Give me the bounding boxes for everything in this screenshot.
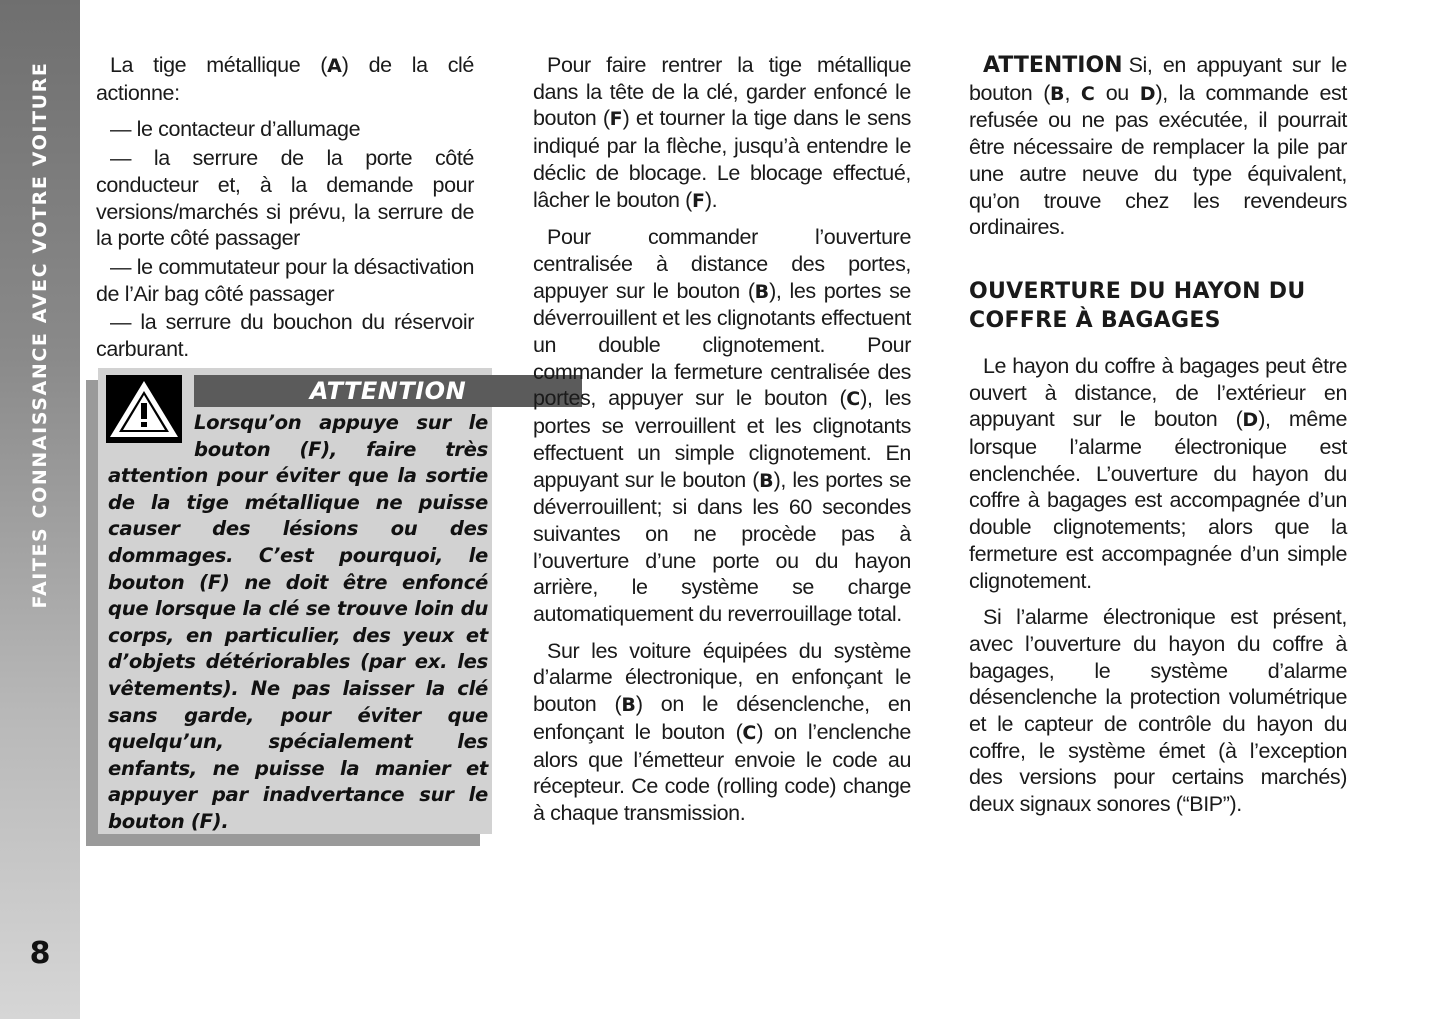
attention-paragraph: ATTENTION Si, en appuyant sur le bouton (B, C ou D), la commande est refusée ou ne pas exécutée, il pourrait être nécessaire de remplacer la pile par une autre neuve du type équivalent, qu’on trouve chez les revendeurs ordinaires.	[969, 53, 1347, 240]
column-2	[533, 52, 911, 837]
paragraph: Pour faire rentrer la tige métallique dans la tête de la clé, garder enfoncé le bouton (F) et tourner la tige dans le sens indiqué par la flèche, jusqu’à entendre le déclic de blocage. Le blocage effectué, lâcher le bouton (F).	[533, 53, 911, 212]
warning-title: ATTENTION	[194, 375, 582, 407]
list-item: — le commutateur pour la désactivation de l’Air bag côté passager	[96, 254, 474, 306]
list-item: — la serrure de la porte côté conducteur et, à la demande pour versions/marchés si prévu, la serrure de la porte côté passager	[96, 146, 474, 251]
attention-label: ATTENTION	[983, 53, 1123, 78]
key-label: C	[1080, 82, 1095, 105]
column-3	[969, 52, 1347, 828]
key-intro: La tige métallique (A) de la clé actionne:	[96, 53, 474, 105]
key-label: A	[327, 55, 342, 77]
list-item: — la serrure du bouchon du réservoir carburant.	[96, 310, 474, 362]
key-label: B	[754, 280, 770, 303]
key-label: D	[1139, 82, 1156, 105]
paragraph: Si l’alarme électronique est présent, avec l’ouverture du hayon du coffre à bagages, le système d’alarme désenclenche la protection volumétrique et le capteur de contrôle du hayon du coffre, le système émet (à l’exception des versions pour certains marchés) deux signaux sonores (“BIP”).	[969, 605, 1347, 817]
paragraph: Le hayon du coffre à bagages peut être ouvert à distance, de l’extérieur en appuyant sur le bouton (D), même lorsque l’alarme électronique est enclenchée. L’ouverture du hayon du coffre à bagages est accompagnée d’un double clignotements; alors que la fermeture est accompagnée d’un simple clignotement.	[969, 353, 1348, 593]
key-label: F	[691, 189, 705, 212]
paragraph: Pour commander l’ouverture centralisée à distance des portes, appuyer sur le bouton (B), les portes se déverrouillent et les clignotants effectuent un double clignotement. Pour commander la fermeture centralisée des portes, appuyer sur le bouton (C), les portes se verrouillent et les clignotants effectuent un simple clignotement. En appuyant sur le bouton (B), les portes se déverrouillent; si dans les 60 secondes suivantes on ne procède pas à l’ouverture d’une porte ou du hayon arrière, le système se charge automatiquement du reverrouillage total.	[533, 225, 912, 627]
section-title: FAITES CONNAISSANCE AVEC VOTRE VOITURE	[29, 61, 51, 609]
key-label: F	[609, 108, 623, 131]
key-label: C	[846, 388, 861, 411]
key-label: C	[742, 721, 757, 744]
page-number: 8	[29, 936, 51, 971]
column-1	[96, 52, 474, 363]
key-label: B	[621, 694, 636, 717]
section-heading: OUVERTURE DU HAYON DU COFFRE À BAGAGES	[969, 278, 1306, 333]
key-label: D	[1242, 409, 1259, 432]
key-label: B	[759, 469, 774, 492]
list-item: — le contacteur d’allumage	[110, 117, 361, 142]
sidebar	[0, 0, 80, 1019]
paragraph: Sur les voiture équipées du système d’alarme électronique, en enfonçant le bouton (B) on le désenclenche, en enfonçant le bouton (C) on l’enclenche alors que l’émetteur envoie le code au récepteur. Ce code (rolling code) change à chaque transmission.	[533, 638, 911, 825]
key-label: B	[1049, 82, 1065, 105]
warning-box	[98, 368, 492, 834]
warning-text: Lorsqu’on appuye sur le bouton (F), faire très attention pour éviter que la sortie de la tige métallique ne puisse causer des lésions ou des dommages. C’est pourquoi, le bouton (F) ne doit être enfoncé que lorsque la clé se trouve loin du corps, en particulier, des yeux et d’objets détériorables (par ex. les vêtements). Ne pas laisser la clé sans garde, pour éviter que quelqu’un, spécialement les enfants, ne puisse la manier et appuyer par inadvertance sur le bouton (F).	[108, 411, 488, 833]
